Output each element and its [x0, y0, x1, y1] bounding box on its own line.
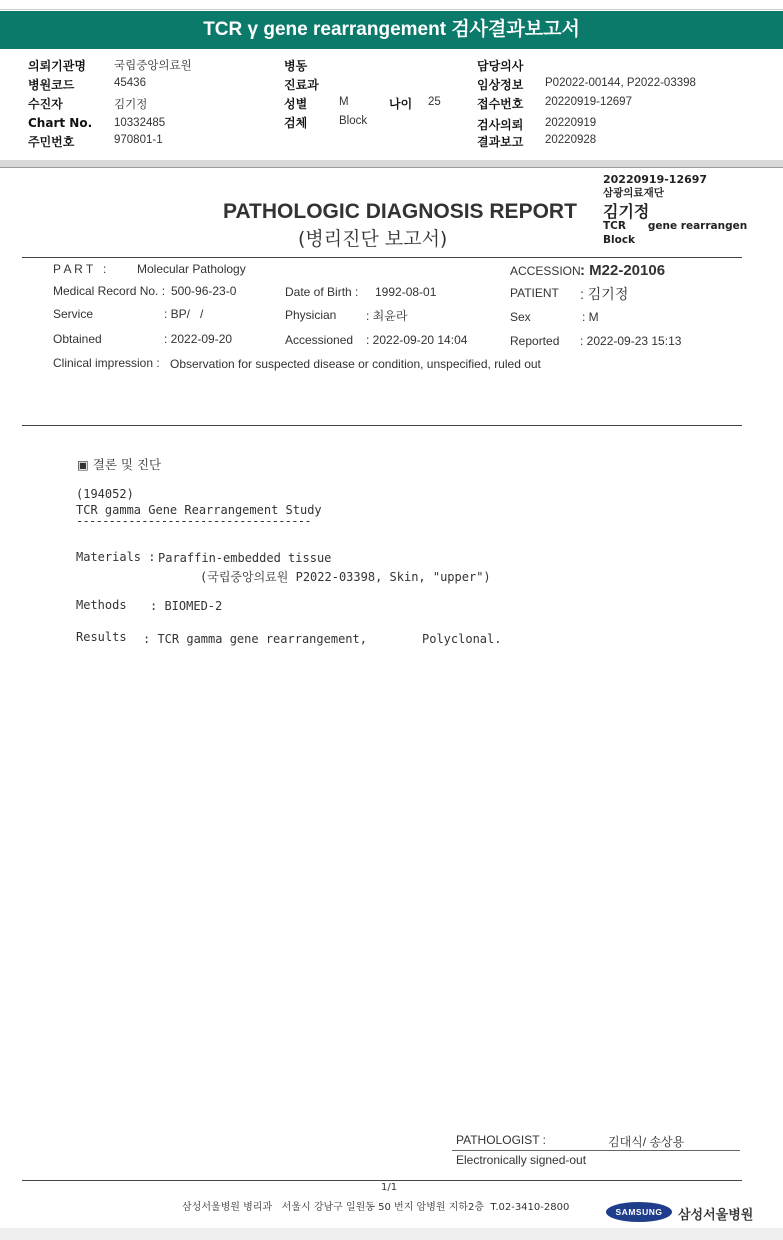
header-value-receipt-no: 20220919-12697	[545, 96, 632, 108]
header-label-specimen: 검체	[284, 116, 308, 130]
materials-label: Materials :	[76, 550, 156, 564]
header-label-chart-no: Chart No.	[28, 116, 93, 130]
obtained-label: Obtained	[53, 332, 102, 346]
report-title-korean: (병리진단 보고서)	[298, 228, 448, 250]
diagnosis-study: TCR gamma Gene Rearrangement Study	[76, 503, 322, 517]
pathologist-label: PATHOLOGIST :	[456, 1133, 547, 1147]
diagnosis-heading: ▣ 결론 및 진단	[77, 457, 162, 472]
footer-address: 삼성서울병원 병리과 서울시 강남구 일원동 50 번지 암병원 지하2층 T.02-3410-2800	[182, 1202, 570, 1213]
header-value-requesting-institution: 국립중앙의료원	[114, 60, 192, 72]
stamp-patient-name: 김기정	[603, 202, 650, 221]
report-mid-rule	[22, 425, 742, 426]
sex-label: Sex	[510, 310, 531, 324]
samsung-logo: SAMSUNG	[606, 1202, 672, 1222]
stamp-receipt-no: 20220919-12697	[603, 173, 708, 186]
header-label-department: 진료과	[284, 78, 319, 92]
header-value-resident-id: 970801-1	[114, 134, 163, 146]
physician-label: Physician	[285, 308, 337, 322]
header-value-hospital-code: 45436	[114, 77, 146, 89]
accession-label: ACCESSION	[510, 264, 581, 278]
header-label-clinical-info: 임상정보	[477, 78, 524, 92]
signature-rule	[452, 1150, 740, 1151]
patient-label: PATIENT	[510, 286, 559, 300]
medical-record-value: 500-96-23-0	[171, 284, 237, 298]
service-label: Service	[53, 307, 94, 321]
header-value-specimen: Block	[339, 115, 368, 127]
top-border	[0, 9, 783, 10]
header-label-hospital-code: 병원코드	[28, 78, 75, 92]
stamp-lab-name: 삼광의료재단	[603, 187, 664, 199]
header-label-test-request: 검사의뢰	[477, 118, 524, 132]
footer-rule	[22, 1180, 742, 1181]
report-title: PATHOLOGIC DIAGNOSIS REPORT	[223, 200, 577, 223]
header-value-test-request: 20220919	[545, 117, 597, 129]
accessioned-value: : 2022-09-20 14:04	[366, 333, 468, 347]
methods-value: : BIOMED-2	[150, 599, 223, 613]
date-of-birth-label: Date of Birth :	[285, 285, 359, 299]
header-value-examinee: 김기정	[114, 99, 148, 111]
header-label-ward: 병동	[284, 59, 308, 73]
header-label-age: 나이	[389, 97, 413, 111]
diagnosis-code: (194052)	[76, 487, 134, 501]
signed-out-text: Electronically signed-out	[456, 1153, 587, 1167]
reported-value: : 2022-09-23 15:13	[580, 334, 682, 348]
results-value: : TCR gamma gene rearrangement,	[143, 632, 367, 646]
header-label-resident-id: 주민번호	[28, 135, 75, 149]
reported-label: Reported	[510, 334, 560, 348]
clinical-impression-label: Clinical impression :	[53, 356, 160, 370]
report-top-rule	[22, 257, 742, 258]
header-label-attending-physician: 담당의사	[477, 59, 524, 73]
date-of-birth-value: 1992-08-01	[375, 285, 437, 299]
service-value: : BP/ /	[164, 307, 204, 321]
medical-record-label: Medical Record No. :	[53, 284, 166, 298]
patient-value: : 김기정	[580, 286, 629, 302]
stamp-test-name: TCR gene rearrangen	[603, 220, 748, 232]
sex-value: : M	[582, 310, 599, 324]
header-value-clinical-info: P02022-00144, P2022-03398	[545, 77, 696, 89]
diagnosis-underline: ------------------------------------	[76, 514, 311, 528]
clinical-impression-value: Observation for suspected disease or condition, unspecified, ruled out	[170, 357, 541, 371]
materials-value: Paraffin-embedded tissue	[158, 551, 332, 565]
part-label: P A R T :	[53, 262, 107, 276]
materials-detail: (국립중앙의료원 P2022-03398, Skin, "upper")	[200, 570, 491, 584]
pathologist-value: 김대식/ 송상용	[608, 1135, 685, 1149]
results-label: Results	[76, 630, 127, 644]
header-value-sex: M	[339, 96, 349, 108]
accessioned-label: Accessioned	[285, 333, 354, 347]
document-title: TCR γ gene rearrangement 검사결과보고서	[0, 11, 783, 49]
results-outcome: Polyclonal.	[422, 632, 502, 646]
footer-bar	[0, 1228, 783, 1240]
header-value-age: 25	[428, 96, 441, 108]
header-label-receipt-no: 접수번호	[477, 97, 524, 111]
header-label-sex: 성별	[284, 97, 308, 111]
page-number: 1/1	[381, 1182, 398, 1193]
header-label-requesting-institution: 의뢰기관명	[28, 59, 86, 73]
header-value-result-report: 20220928	[545, 134, 597, 146]
header-label-examinee: 수진자	[28, 97, 63, 111]
physician-value: : 최윤라	[366, 309, 408, 323]
part-value: Molecular Pathology	[137, 262, 246, 276]
methods-label: Methods	[76, 598, 127, 612]
section-divider-line	[0, 167, 783, 168]
accession-value: : M22-20106	[580, 262, 666, 279]
header-value-chart-no: 10332485	[114, 117, 166, 129]
hospital-name: 삼성서울병원	[678, 1208, 754, 1223]
obtained-value: : 2022-09-20	[164, 332, 233, 346]
stamp-specimen: Block	[603, 234, 636, 246]
header-label-result-report: 결과보고	[477, 135, 524, 149]
section-divider	[0, 160, 783, 167]
